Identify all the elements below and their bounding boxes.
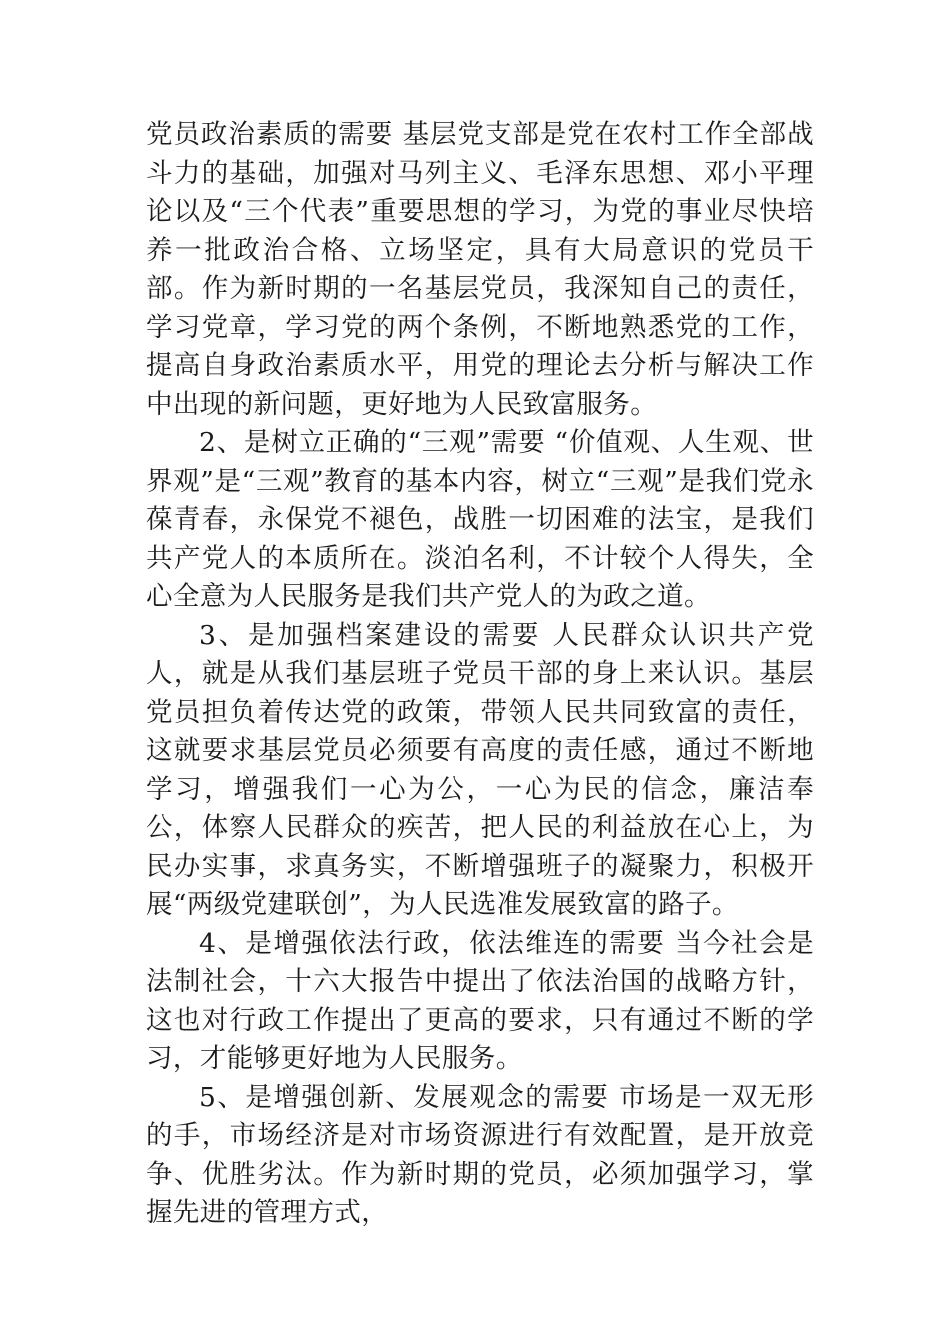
document-page [146, 116, 814, 1233]
paragraph-political-quality: 党员政治素质的需要 基层党支部是党在农村工作全部战斗力的基础，加强对马列主义、毛泽东思想、邓小平理论以及“三个代表”重要思想的学习，为党的事业尽快培养一批政治合格、立场坚定，具有大局意识的党员干部。作为新时期的一名基层党员，我深知自己的责任，学习党章，学习党的两个条例，不断地熟悉党的工作，提高自身政治素质水平，用党的理论去分析与解决工作中出现的新问题，更好地为人民致富服务。 [146, 119, 814, 420]
paragraph-rule-of-law: 4、是增强依法行政，依法维连的需要 当今社会是法制社会，十六大报告中提出了依法治国的战略方针，这也对行政工作提出了更高的要求，只有通过不断的学习，才能够更好地为人民服务。 [146, 927, 814, 1074]
paragraph-three-views: 2、是树立正确的“三观”需要 “价值观、人生观、世界观”是“三观”教育的基本内容，树立“三观”是我们党永葆青春，永保党不褪色，战胜一切困难的法宝，是我们共产党人的本质所在。淡泊名利，不计较个人得失，全心全意为人民服务是我们共产党人的为政之道。 [146, 427, 814, 612]
paragraph-innovation: 5、是增强创新、发展观念的需要 市场是一双无形的手，市场经济是对市场资源进行有效配置，是开放竞争、优胜劣汰。作为新时期的党员，必须加强学习，掌握先进的管理方式， [146, 1081, 814, 1228]
paragraph-archive-building: 3、是加强档案建设的需要 人民群众认识共产党人，就是从我们基层班子党员干部的身上来认识。基层党员担负着传达党的政策，带领人民共同致富的责任，这就要求基层党员必须要有高度的责任感，通过不断地学习，增强我们一心为公，一心为民的信念，廉洁奉公，体察人民群众的疾苦，把人民的利益放在心上，为民办实事，求真务实，不断增强班子的凝聚力，积极开展“两级党建联创”，为人民选准发展致富的路子。 [146, 619, 814, 920]
